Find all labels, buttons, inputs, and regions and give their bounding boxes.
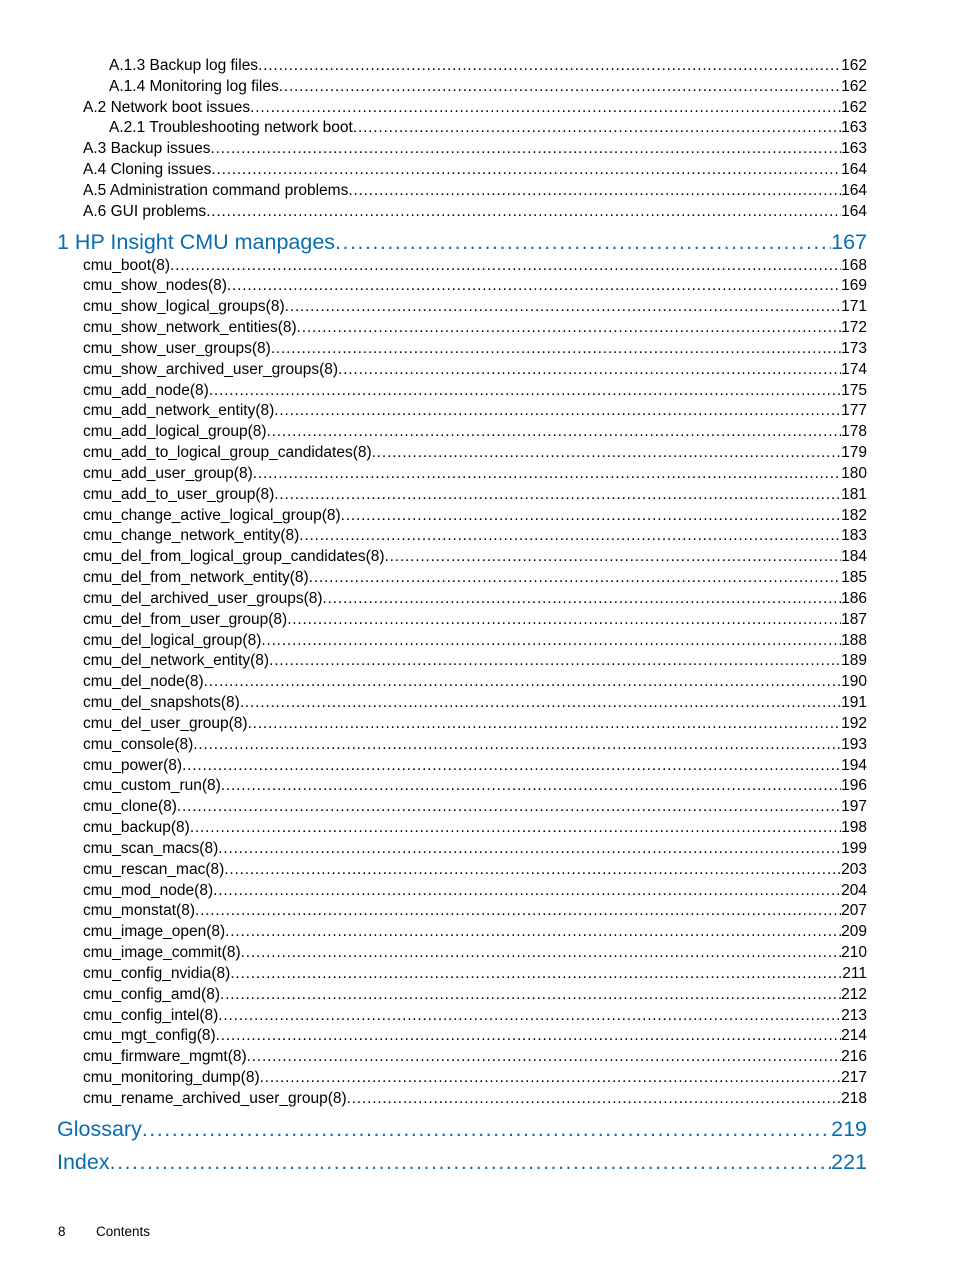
toc-entry-label: cmu_config_intel(8) — [83, 1006, 219, 1024]
toc-entry-label: cmu_console(8) — [83, 735, 194, 753]
toc-dot-leader — [248, 713, 842, 734]
toc-entry[interactable] — [83, 630, 867, 651]
toc-entry-label: Glossary — [57, 1116, 142, 1141]
toc-entry-page-number: 214 — [841, 1027, 867, 1045]
toc-entry-page-number: 199 — [841, 839, 867, 857]
toc-entry[interactable] — [83, 255, 867, 276]
toc-entry-page-number: 186 — [841, 589, 867, 607]
toc-entry-page-number: 168 — [841, 256, 867, 274]
toc-entry[interactable] — [83, 963, 867, 984]
toc-dot-leader — [211, 159, 841, 180]
toc-entry-page-number: 169 — [841, 277, 867, 295]
toc-dot-leader — [297, 317, 841, 338]
toc-dot-leader — [335, 227, 831, 257]
toc-entry[interactable] — [83, 1067, 867, 1088]
toc-entry[interactable] — [83, 400, 867, 421]
toc-entry-page-number: 167 — [831, 229, 867, 254]
toc-entry[interactable] — [83, 859, 867, 880]
toc-entry-label: cmu_mod_node(8) — [83, 881, 214, 899]
toc-entry-label: cmu_rescan_mac(8) — [83, 860, 225, 878]
toc-entry[interactable] — [83, 692, 867, 713]
toc-entry[interactable] — [109, 55, 867, 76]
toc-entry-label: cmu_add_user_group(8) — [83, 464, 253, 482]
toc-dot-leader — [258, 55, 841, 76]
toc-entry-label: A.5 Administration command problems — [83, 181, 349, 199]
toc-entry-page-number: 162 — [841, 98, 867, 116]
toc-entry-label: cmu_rename_archived_user_group(8) — [83, 1089, 347, 1107]
toc-entry-page-number: 189 — [841, 652, 867, 670]
toc-dot-leader — [347, 1088, 841, 1109]
toc-entry-page-number: 180 — [841, 464, 867, 482]
toc-entry-label: cmu_del_network_entity(8) — [83, 652, 270, 670]
toc-entry-label: A.1.3 Backup log files — [109, 57, 259, 74]
toc-chapter-entry[interactable] — [57, 1147, 867, 1177]
toc-dot-leader — [385, 546, 842, 567]
toc-entry[interactable] — [83, 942, 867, 963]
toc-entry[interactable] — [83, 296, 867, 317]
toc-entry[interactable] — [83, 380, 867, 401]
toc-dot-leader — [271, 338, 841, 359]
toc-dot-leader — [338, 359, 841, 380]
toc-dot-leader — [211, 138, 842, 159]
toc-entry-page-number: 190 — [841, 673, 867, 691]
toc-entry-label: 1 HP Insight CMU manpages — [57, 229, 336, 254]
toc-entry-label: cmu_monstat(8) — [83, 902, 195, 920]
toc-dot-leader — [190, 817, 841, 838]
toc-entry[interactable] — [83, 421, 867, 442]
toc-chapter-entry[interactable] — [57, 1114, 867, 1144]
toc-dot-leader — [285, 296, 842, 317]
toc-dot-leader — [216, 1025, 841, 1046]
toc-entry-page-number: 197 — [841, 798, 867, 816]
toc-entry-page-number: 182 — [841, 506, 867, 524]
toc-entry-page-number: 188 — [841, 631, 867, 649]
toc-entry-label: cmu_firmware_mgmt(8) — [83, 1048, 247, 1066]
toc-dot-leader — [309, 567, 841, 588]
toc-entry-label: cmu_del_user_group(8) — [83, 714, 248, 732]
toc-dot-leader — [260, 1067, 842, 1088]
toc-dot-leader — [170, 255, 841, 276]
toc-entry-label: cmu_config_nvidia(8) — [83, 964, 231, 982]
toc-dot-leader — [221, 775, 841, 796]
toc-entry-label: Index — [57, 1149, 110, 1174]
toc-entry-page-number: 211 — [842, 964, 867, 982]
toc-entry-page-number: 162 — [841, 57, 867, 74]
toc-dot-leader — [206, 201, 841, 222]
toc-entry[interactable] — [109, 117, 867, 138]
toc-entry[interactable] — [83, 984, 867, 1005]
toc-dot-leader — [372, 442, 841, 463]
toc-entry-label: cmu_custom_run(8) — [83, 777, 221, 795]
toc-dot-leader — [110, 1147, 832, 1177]
toc-dot-leader — [269, 650, 841, 671]
toc-entry-page-number: 164 — [841, 181, 867, 199]
toc-entry-page-number: 178 — [841, 423, 867, 441]
toc-entry-page-number: 172 — [841, 319, 867, 337]
toc-dot-leader — [230, 963, 842, 984]
toc-entry-page-number: 164 — [841, 202, 867, 220]
toc-entry-page-number: 193 — [841, 735, 867, 753]
toc-entry-label: cmu_del_node(8) — [83, 673, 204, 691]
toc-dot-leader — [348, 180, 841, 201]
toc-entry-label: cmu_backup(8) — [83, 819, 190, 837]
toc-entry[interactable] — [83, 442, 867, 463]
toc-entry-label: cmu_monitoring_dump(8) — [83, 1069, 260, 1086]
toc-entry-label: cmu_add_to_logical_group_candidates(8) — [83, 444, 372, 462]
toc-entry-page-number: 204 — [841, 881, 867, 899]
toc-entry-page-number: 216 — [841, 1048, 867, 1066]
toc-entry-label: cmu_config_amd(8) — [83, 985, 220, 1003]
toc-entry[interactable] — [83, 921, 867, 942]
toc-entry-page-number: 177 — [841, 402, 867, 420]
toc-entry-label: cmu_change_active_logical_group(8) — [83, 506, 341, 524]
toc-entry-page-number: 196 — [841, 777, 867, 795]
toc-dot-leader — [182, 755, 841, 776]
toc-entry[interactable] — [83, 1025, 867, 1046]
toc-entry-page-number: 213 — [841, 1006, 867, 1024]
toc-dot-leader — [241, 942, 841, 963]
toc-dot-leader — [261, 630, 841, 651]
toc-entry-label: cmu_add_network_entity(8) — [83, 402, 275, 420]
toc-entry[interactable] — [83, 525, 867, 546]
toc-entry-page-number: 212 — [841, 985, 867, 1003]
toc-entry[interactable] — [83, 138, 867, 159]
toc-entry-page-number: 171 — [841, 298, 867, 316]
toc-entry-page-number: 191 — [841, 694, 867, 712]
toc-dot-leader — [274, 400, 841, 421]
toc-entry-page-number: 209 — [841, 923, 867, 941]
toc-entry[interactable] — [83, 900, 867, 921]
toc-entry-label: cmu_del_from_network_entity(8) — [83, 569, 309, 587]
toc-entry[interactable] — [83, 588, 867, 609]
toc-entry-label: cmu_show_logical_groups(8) — [83, 298, 285, 316]
toc-entry-page-number: 218 — [841, 1089, 867, 1107]
toc-entry-page-number: 173 — [841, 339, 867, 357]
toc-entry[interactable] — [83, 713, 867, 734]
toc-dot-leader — [195, 900, 841, 921]
toc-dot-leader — [225, 921, 841, 942]
toc-entry[interactable] — [83, 159, 867, 180]
toc-entry-label: A.1.4 Monitoring log files — [109, 77, 279, 95]
toc-entry-label: cmu_show_nodes(8) — [83, 277, 227, 295]
toc-dot-leader — [267, 421, 842, 442]
footer-page-number: 8 — [58, 1224, 66, 1239]
toc-entry[interactable] — [83, 796, 867, 817]
toc-dot-leader — [341, 505, 841, 526]
toc-entry[interactable] — [83, 1046, 867, 1067]
toc-entry-label: cmu_image_open(8) — [83, 923, 226, 941]
toc-dot-leader — [287, 609, 841, 630]
toc-entry-page-number: 194 — [841, 756, 867, 774]
toc-dot-leader — [227, 275, 841, 296]
toc-entry-page-number: 207 — [841, 902, 867, 920]
toc-dot-leader — [247, 1046, 841, 1067]
toc-entry-label: A.2 Network boot issues — [83, 98, 251, 116]
toc-dot-leader — [353, 117, 841, 138]
toc-entry-label: A.4 Cloning issues — [83, 161, 212, 179]
toc-entry-label: cmu_clone(8) — [83, 798, 177, 816]
toc-entry[interactable] — [83, 97, 867, 118]
toc-entry-label: cmu_mgt_config(8) — [83, 1027, 216, 1045]
toc-entry-label: cmu_show_network_entities(8) — [83, 319, 297, 337]
toc-entry-label: cmu_scan_macs(8) — [83, 839, 219, 857]
toc-entry[interactable] — [83, 317, 867, 338]
toc-dot-leader — [142, 1114, 831, 1144]
toc-entry[interactable] — [83, 567, 867, 588]
toc-entry[interactable] — [83, 880, 867, 901]
toc-entry[interactable] — [83, 505, 867, 526]
toc-dot-leader — [193, 734, 841, 755]
toc-entry-label: A.3 Backup issues — [83, 140, 211, 158]
toc-dot-leader — [177, 796, 841, 817]
toc-entry-page-number: 184 — [841, 548, 867, 566]
toc-entry-page-number: 219 — [831, 1116, 867, 1141]
toc-entry-page-number: 221 — [831, 1149, 867, 1174]
toc-entry[interactable] — [83, 484, 867, 505]
toc-dot-leader — [250, 97, 841, 118]
toc-chapter-entry[interactable] — [57, 227, 867, 257]
toc-entry-page-number: 217 — [841, 1069, 867, 1086]
toc-entry[interactable] — [83, 1005, 867, 1026]
toc-entry-label: cmu_del_archived_user_groups(8) — [83, 589, 323, 607]
footer-section-title: Contents — [96, 1224, 151, 1239]
toc-entry-label: cmu_add_to_user_group(8) — [83, 485, 275, 503]
toc-entry-label: cmu_boot(8) — [83, 256, 171, 274]
toc-entry[interactable] — [83, 817, 867, 838]
toc-entry[interactable] — [83, 201, 867, 222]
toc-dot-leader — [224, 859, 841, 880]
toc-entry-page-number: 175 — [841, 381, 867, 399]
toc-entry[interactable] — [109, 76, 867, 97]
toc-entry-page-number: 185 — [841, 569, 867, 587]
toc-entry[interactable] — [83, 1088, 867, 1109]
toc-entry-page-number: 163 — [841, 140, 867, 158]
toc-entry-page-number: 187 — [841, 610, 867, 628]
toc-entry[interactable] — [83, 650, 867, 671]
toc-entry-page-number: 179 — [841, 444, 867, 462]
toc-dot-leader — [218, 838, 841, 859]
toc-entry-page-number: 198 — [841, 819, 867, 837]
toc-dot-leader — [299, 525, 841, 546]
toc-dot-leader — [253, 463, 841, 484]
toc-entry-label: cmu_add_logical_group(8) — [83, 423, 267, 441]
toc-entry[interactable] — [83, 546, 867, 567]
toc-entry-page-number: 203 — [841, 860, 867, 878]
toc-entry-page-number: 210 — [841, 944, 867, 962]
toc-dot-leader — [209, 380, 841, 401]
toc-entry-page-number: 163 — [841, 119, 867, 137]
toc-dot-leader — [323, 588, 842, 609]
toc-dot-leader — [220, 984, 841, 1005]
toc-entry-page-number: 181 — [841, 485, 867, 503]
toc-dot-leader — [240, 692, 841, 713]
toc-entry[interactable] — [83, 338, 867, 359]
toc-entry[interactable] — [83, 463, 867, 484]
toc-dot-leader — [274, 484, 841, 505]
toc-entry[interactable] — [83, 609, 867, 630]
toc-entry[interactable] — [83, 775, 867, 796]
toc-entry-page-number: 162 — [841, 77, 867, 95]
toc-entry-page-number: 183 — [841, 527, 867, 545]
toc-entry-label: cmu_del_snapshots(8) — [83, 694, 240, 712]
toc-entry-label: cmu_show_user_groups(8) — [83, 339, 271, 357]
toc-entry-page-number: 164 — [841, 161, 867, 179]
toc-entry-label: cmu_del_from_user_group(8) — [83, 610, 288, 628]
toc-entry-page-number: 174 — [841, 360, 867, 378]
toc-dot-leader — [204, 671, 841, 692]
toc-entry-label: cmu_del_logical_group(8) — [83, 631, 262, 649]
toc-entry[interactable] — [83, 671, 867, 692]
toc-entry-label: A.2.1 Troubleshooting network boot — [109, 119, 353, 137]
toc-entry[interactable] — [83, 359, 867, 380]
toc-dot-leader — [213, 880, 841, 901]
toc-entry[interactable] — [83, 734, 867, 755]
toc-entry-label: cmu_image_commit(8) — [83, 944, 241, 962]
toc-entry[interactable] — [83, 180, 867, 201]
toc-entry-label: cmu_power(8) — [83, 756, 183, 774]
toc-entry-label: cmu_change_network_entity(8) — [83, 527, 300, 545]
toc-entry-page-number: 192 — [841, 714, 867, 732]
toc-dot-leader — [279, 76, 841, 97]
toc-dot-leader — [218, 1005, 841, 1026]
page-footer — [58, 1222, 150, 1242]
toc-entry-label: cmu_del_from_logical_group_candidates(8) — [83, 548, 385, 566]
toc-entry-label: A.6 GUI problems — [83, 202, 207, 220]
toc-entry-label: cmu_show_archived_user_groups(8) — [83, 360, 339, 378]
toc-entry[interactable] — [83, 755, 867, 776]
toc-entry[interactable] — [83, 275, 867, 296]
toc-entry-label: cmu_add_node(8) — [83, 381, 209, 399]
toc-entry[interactable] — [83, 838, 867, 859]
